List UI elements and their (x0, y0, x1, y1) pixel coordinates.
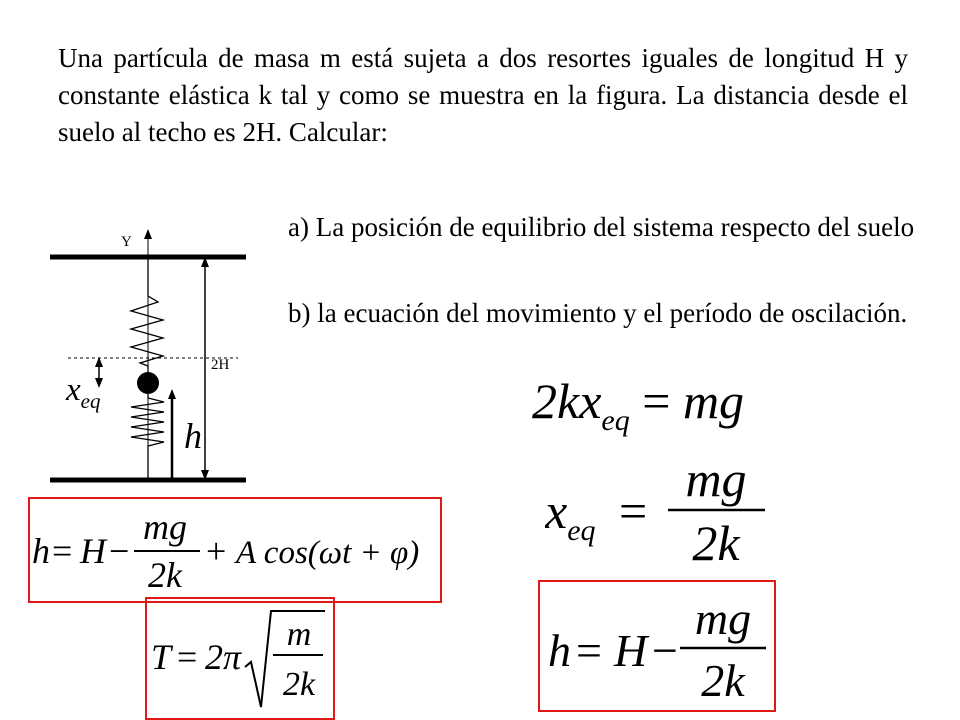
svg-text:+: + (206, 531, 227, 571)
equation-period (147, 599, 331, 714)
svg-text:H: H (614, 625, 648, 676)
svg-text:mg: mg (694, 593, 752, 644)
question-a-text: La posición de equilibrio del sistema respecto del suelo (315, 212, 915, 242)
svg-text:H: H (80, 531, 106, 571)
svg-text:−: − (652, 625, 678, 676)
svg-text:=: = (52, 531, 73, 571)
problem-statement: Una partícula de masa m está sujeta a dos resortes iguales de longitud H y constante elástica k tal y como se muestra en la figura. La distancia desde el suelo al techo es 2H. Calcular: (58, 43, 908, 147)
svg-text:A cos(ωt + φ): A cos(ωt + φ) (236, 535, 420, 571)
svg-text:h: h (548, 625, 571, 676)
xeq-symbol: x (66, 372, 81, 408)
equation-xeq (545, 448, 785, 573)
svg-text:=: = (177, 637, 198, 677)
two-h-label: 2H (211, 357, 230, 373)
question-b-text: la ecuación del movimiento y el período de oscilación. (317, 298, 908, 328)
svg-text:2k: 2k (282, 666, 316, 703)
equation-equilibrium (530, 370, 790, 440)
equation-h-equilibrium (540, 582, 770, 706)
svg-text:m: m (286, 616, 312, 653)
svg-text:mg: mg (685, 451, 747, 507)
h-symbol: h (184, 416, 202, 456)
xeq-subscript: eq (80, 389, 101, 413)
y-axis-label: Y (121, 234, 132, 250)
question-b-label: b) (288, 298, 311, 328)
question-a-label: a) (288, 212, 309, 242)
svg-text:h: h (32, 531, 50, 571)
svg-text:2k: 2k (148, 555, 182, 595)
mass-ball (137, 372, 159, 394)
equation-motion (30, 499, 438, 597)
svg-text:−: − (109, 531, 130, 571)
svg-text:2π: 2π (205, 637, 242, 677)
svg-text:T: T (151, 637, 172, 677)
svg-text:2k: 2k (701, 655, 745, 706)
svg-text:=: = (576, 625, 602, 676)
svg-text:=: = (619, 483, 648, 539)
svg-text:2kxeq = mg: $2kx_{eq}$ = mg (532, 373, 745, 437)
svg-text:xeq: $x_{eq}$ (545, 483, 596, 547)
svg-text:mg: mg (143, 507, 187, 547)
svg-text:2k: 2k (692, 515, 740, 571)
upper-spring (131, 257, 163, 372)
svg-text:xeq (65, 372, 101, 413)
